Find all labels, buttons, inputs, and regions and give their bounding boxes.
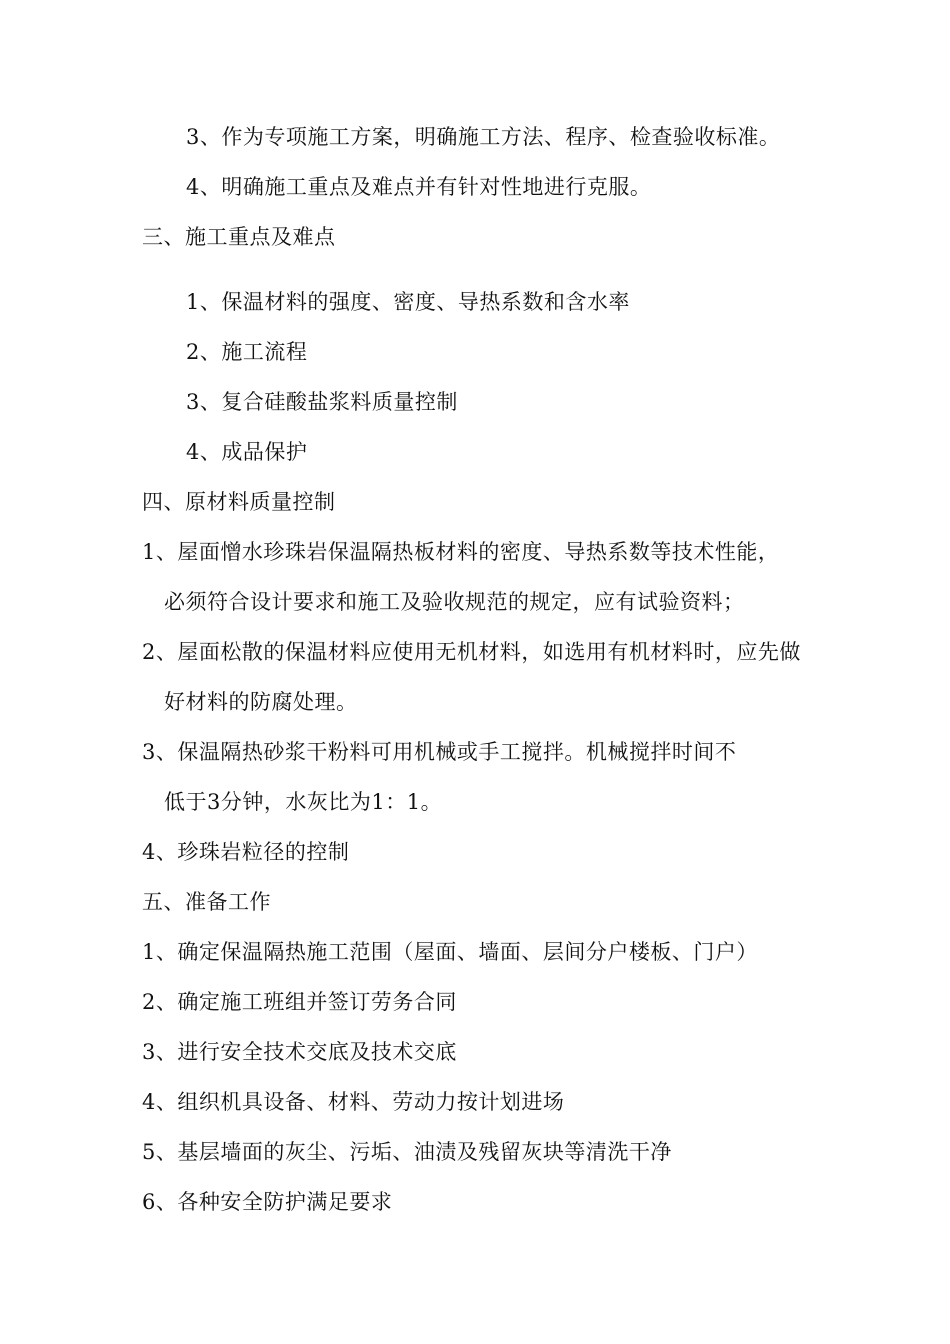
- list-item: 1、确定保温隔热施工范围（屋面、墙面、层间分户楼板、门户）: [142, 940, 758, 964]
- list-item: 3、作为专项施工方案，明确施工方法、程序、检查验收标准。: [186, 125, 781, 149]
- section-heading: 四、原材料质量控制: [142, 490, 336, 514]
- list-item: 4、成品保护: [186, 440, 308, 464]
- list-item: 4、明确施工重点及难点并有针对性地进行克服。: [186, 175, 652, 199]
- section-heading: 五、准备工作: [142, 890, 271, 914]
- list-item: 2、屋面松散的保温材料应使用无机材料，如选用有机材料时，应先做: [142, 640, 801, 664]
- list-item: 5、基层墙面的灰尘、污垢、油渍及残留灰块等清洗干净: [142, 1140, 672, 1164]
- list-item: 4、珍珠岩粒径的控制: [142, 840, 350, 864]
- list-item: 2、施工流程: [186, 340, 308, 364]
- list-item-continuation: 低于3分钟，水灰比为1：1。: [164, 790, 443, 814]
- list-item: 1、屋面憎水珍珠岩保温隔热板材料的密度、导热系数等技术性能，: [142, 540, 780, 564]
- list-item: 3、复合硅酸盐浆料质量控制: [186, 390, 458, 414]
- section-heading: 三、施工重点及难点: [142, 225, 336, 249]
- list-item: 4、组织机具设备、材料、劳动力按计划进场: [142, 1090, 565, 1114]
- list-item: 6、各种安全防护满足要求: [142, 1190, 393, 1214]
- list-item: 3、进行安全技术交底及技术交底: [142, 1040, 457, 1064]
- list-item: 2、确定施工班组并签订劳务合同: [142, 990, 457, 1014]
- list-item-continuation: 必须符合设计要求和施工及验收规范的规定，应有试验资料；: [164, 590, 745, 614]
- list-item: 3、保温隔热砂浆干粉料可用机械或手工搅拌。机械搅拌时间不: [142, 740, 737, 764]
- list-item-continuation: 好材料的防腐处理。: [164, 690, 358, 714]
- list-item: 1、保温材料的强度、密度、导热系数和含水率: [186, 290, 630, 314]
